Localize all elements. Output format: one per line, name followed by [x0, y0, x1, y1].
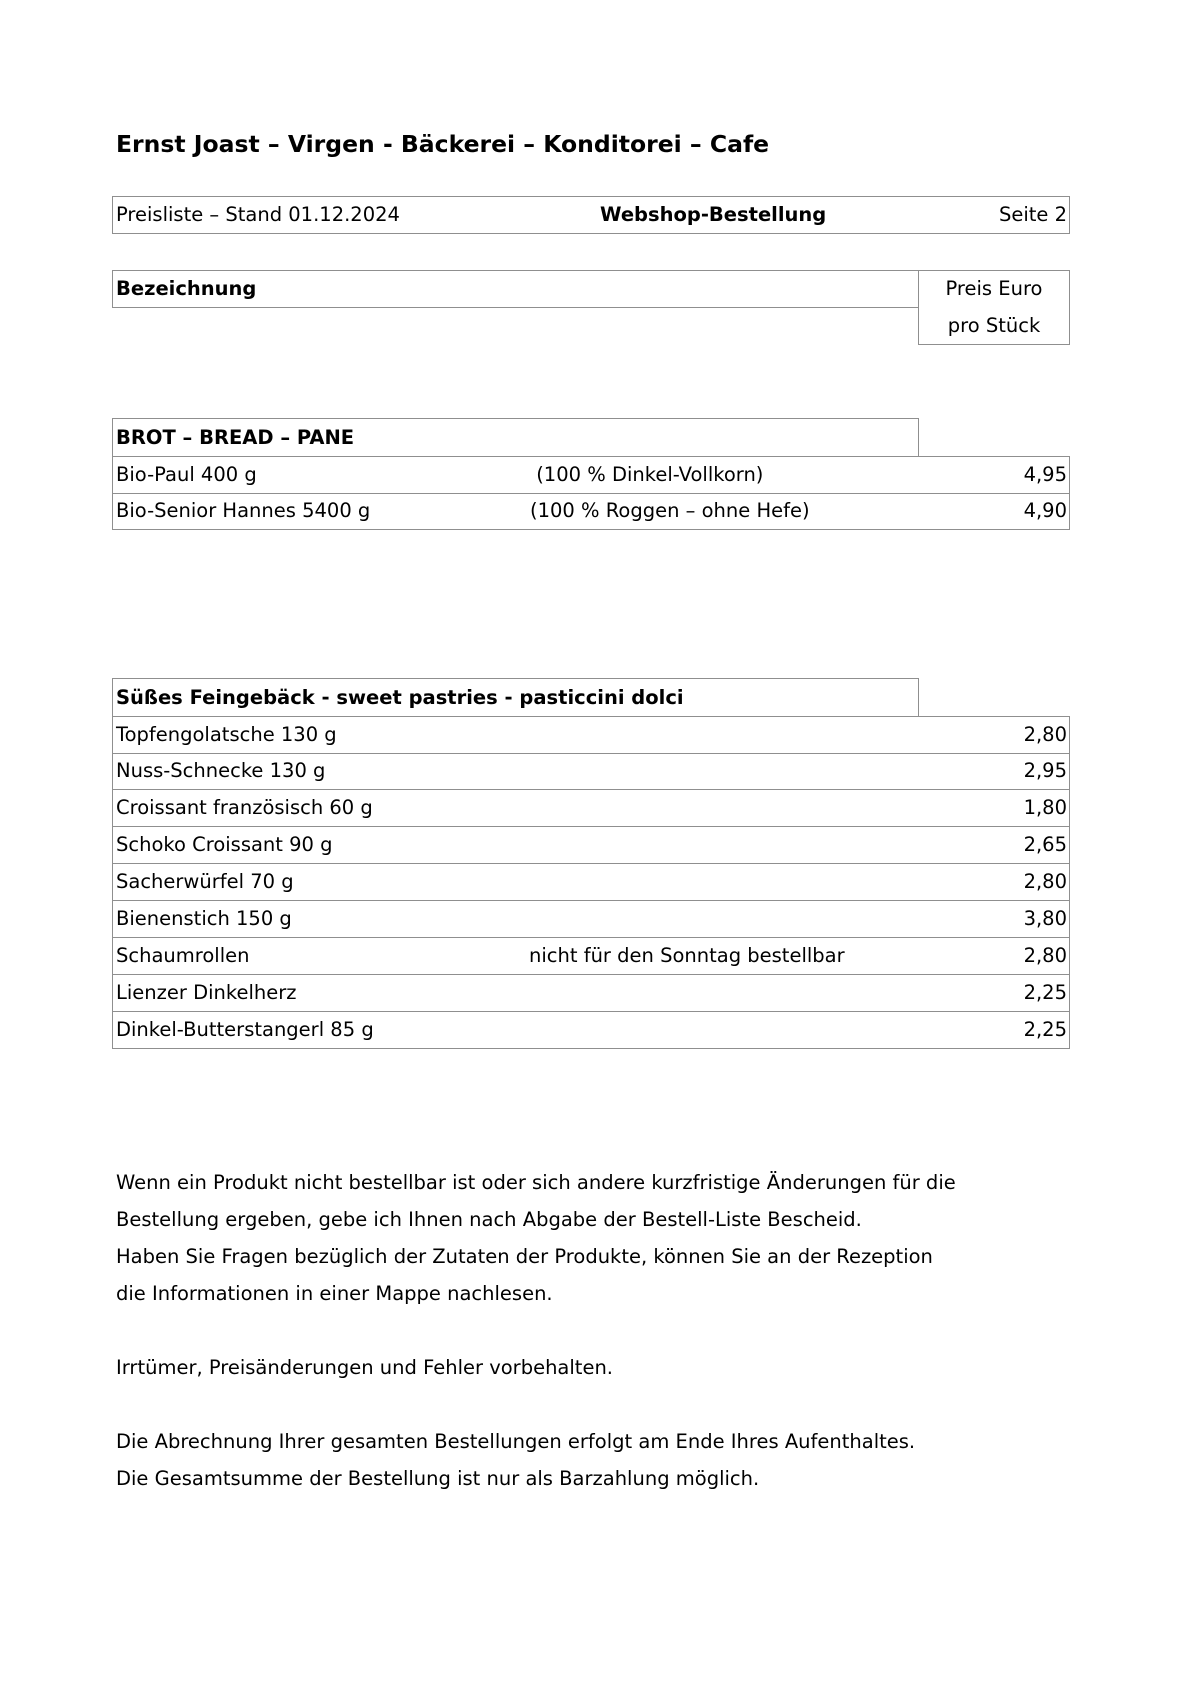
price-header-line1: Preis Euro: [945, 277, 1043, 300]
table-row: [112, 456, 1070, 494]
product-price: 2,95: [1023, 759, 1067, 782]
table-row: [112, 938, 1070, 975]
table-row: [112, 827, 1070, 864]
table-row: [112, 1012, 1070, 1049]
product-price: 2,80: [1023, 870, 1067, 893]
product-price: 2,80: [1023, 723, 1067, 746]
product-name: Bio-Paul 400 g: [116, 463, 257, 486]
product-note: (100 % Dinkel-Vollkorn): [530, 463, 764, 486]
page-number: Seite 2: [998, 203, 1067, 226]
table-row: [112, 975, 1070, 1012]
product-name: Dinkel-Butterstangerl 85 g: [116, 1018, 374, 1041]
table-row: [112, 790, 1070, 827]
notes-line: Die Gesamtsumme der Bestellung ist nur als Barzahlung möglich.: [116, 1467, 760, 1490]
column-header-name-label: Bezeichnung: [116, 277, 257, 300]
notes-line: Die Abrechnung Ihrer gesamten Bestellungen erfolgt am Ende Ihres Aufenthaltes.: [116, 1430, 916, 1453]
notes-line: Irrtümer, Preisänderungen und Fehler vorbehalten.: [116, 1356, 614, 1379]
column-header-price: [918, 270, 1070, 345]
product-price: 3,80: [1023, 907, 1067, 930]
price-header-line2: pro Stück: [947, 314, 1041, 337]
product-note: nicht für den Sonntag bestellbar: [529, 944, 845, 967]
info-bar: [112, 196, 1070, 234]
price-list-date: Preisliste – Stand 01.12.2024: [116, 203, 400, 226]
notes-paragraph-2: [116, 1349, 613, 1386]
product-price: 2,80: [1023, 944, 1067, 967]
product-price: 4,90: [1023, 499, 1067, 522]
product-name: Croissant französisch 60 g: [116, 796, 373, 819]
product-name: Schoko Croissant 90 g: [116, 833, 333, 856]
section-header-pastries: [112, 678, 919, 717]
product-name: Bio-Senior Hannes 5400 g: [116, 499, 371, 522]
notes-line: Wenn ein Produkt nicht bestellbar ist oder sich andere kurzfristige Änderungen für die: [116, 1171, 956, 1194]
table-row: [112, 864, 1070, 901]
product-price: 2,25: [1023, 1018, 1067, 1041]
table-row: [112, 753, 1070, 790]
product-price: 4,95: [1023, 463, 1067, 486]
product-price: 2,25: [1023, 981, 1067, 1004]
product-name: Nuss-Schnecke 130 g: [116, 759, 326, 782]
product-price: 2,65: [1023, 833, 1067, 856]
product-name: Topfengolatsche 130 g: [116, 723, 337, 746]
section-title: BROT – BREAD – PANE: [116, 426, 355, 449]
product-price: 1,80: [1023, 796, 1067, 819]
column-header-name: [112, 270, 919, 308]
table-row: [112, 901, 1070, 938]
notes-paragraph-3: [116, 1423, 915, 1497]
product-name: Sacherwürfel 70 g: [116, 870, 294, 893]
section-title: Süßes Feingebäck - sweet pastries - pasticcini dolci: [116, 686, 684, 709]
product-name: Lienzer Dinkelherz: [116, 981, 297, 1004]
notes-line: die Informationen in einer Mappe nachlesen.: [116, 1282, 553, 1305]
product-note: (100 % Roggen – ohne Hefe): [530, 499, 810, 522]
webshop-order-label: Webshop-Bestellung: [600, 203, 827, 226]
notes-paragraph-1: [116, 1164, 956, 1312]
notes-line: Haben Sie Fragen bezüglich der Zutaten der Produkte, können Sie an der Rezeption: [116, 1245, 933, 1268]
product-name: Schaumrollen: [116, 944, 250, 967]
notes-line: Bestellung ergeben, gebe ich Ihnen nach Abgabe der Bestell-Liste Bescheid.: [116, 1208, 862, 1231]
product-name: Bienenstich 150 g: [116, 907, 292, 930]
section-header-bread: [112, 418, 919, 457]
table-row: [112, 493, 1070, 530]
table-row: [112, 716, 1070, 754]
document-title: Ernst Joast – Virgen - Bäckerei – Konditorei – Cafe: [116, 130, 770, 158]
